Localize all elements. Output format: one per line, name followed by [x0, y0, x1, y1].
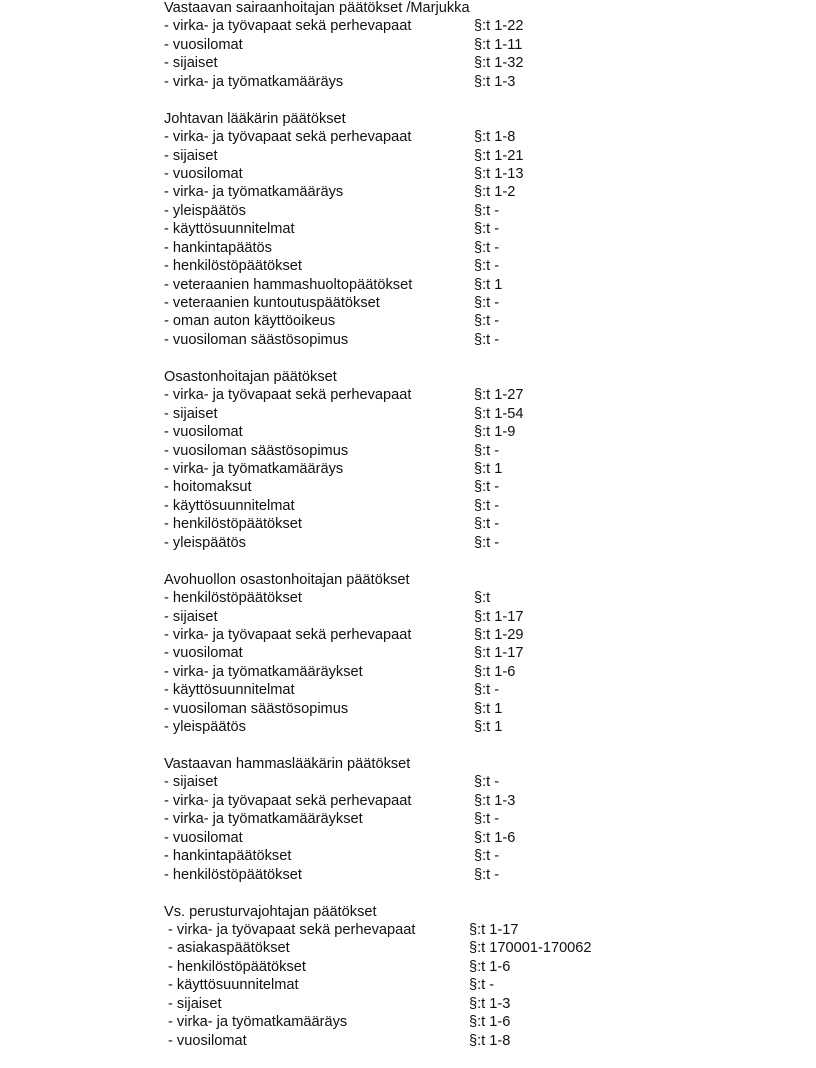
decision-row — [164, 608, 524, 626]
section-range: §:t 1-29 — [474, 626, 524, 643]
section-range: §:t 1 — [474, 719, 503, 736]
decision-row — [164, 810, 500, 828]
section-range: §:t - — [474, 866, 500, 883]
section-range: §:t — [474, 590, 491, 607]
decision-row — [164, 773, 500, 791]
decision-row — [164, 423, 516, 441]
section-range: §:t 1-11 — [474, 36, 523, 53]
section-range: §:t - — [474, 295, 500, 312]
decision-list-document — [164, 0, 592, 1068]
decision-row — [164, 147, 524, 165]
section-range: §:t 1-6 — [474, 663, 516, 680]
decision-type: - käyttösuunnitelmat — [164, 497, 295, 514]
section-range: §:t 1-27 — [474, 387, 524, 404]
decision-type: - virka- ja työmatkamääräykset — [164, 663, 363, 680]
section-range: §:t - — [474, 331, 500, 348]
decision-type: - virka- ja työmatkamääräys — [164, 73, 344, 90]
decision-type: - käyttösuunnitelmat — [164, 221, 295, 238]
section-range: §:t - — [474, 811, 500, 828]
decision-row — [164, 921, 519, 939]
decision-row — [164, 36, 523, 54]
decision-type: - vuosilomat — [164, 829, 243, 846]
decision-type: - käyttösuunnitelmat — [164, 682, 295, 699]
decision-row — [164, 995, 511, 1013]
decision-section — [164, 903, 592, 1051]
decision-type: - virka- ja työmatkamääräys — [168, 1014, 348, 1031]
decision-row — [164, 73, 516, 91]
section-range: §:t 1-32 — [474, 55, 524, 72]
decision-row — [164, 276, 503, 294]
section-range: §:t - — [474, 239, 500, 256]
section-title: Avohuollon osastonhoitajan päätökset — [164, 571, 410, 588]
section-range: §:t - — [474, 202, 500, 219]
section-range: §:t 1 — [474, 700, 503, 717]
decision-type: - henkilöstöpäätökset — [164, 866, 302, 883]
section-range: §:t 1-8 — [474, 129, 516, 146]
decision-type: - virka- ja työmatkamääräys — [164, 184, 344, 201]
section-range: §:t - — [474, 479, 500, 496]
decision-row — [164, 515, 500, 533]
decision-row — [164, 165, 524, 183]
section-range: §:t - — [474, 313, 500, 330]
section-range: §:t 1-6 — [469, 1014, 511, 1031]
decision-row — [164, 405, 524, 423]
section-range: §:t 1-17 — [474, 645, 524, 662]
section-range: §:t - — [474, 516, 500, 533]
decision-row — [164, 829, 516, 847]
section-title: Johtavan lääkärin päätökset — [164, 110, 346, 127]
section-range: §:t 1-13 — [474, 165, 524, 182]
decision-type: - henkilöstöpäätökset — [168, 958, 306, 975]
decision-row — [164, 866, 500, 884]
section-range: §:t 1-17 — [469, 921, 519, 938]
decision-row — [164, 1032, 511, 1050]
decision-row — [164, 202, 500, 220]
section-range: §:t 1-3 — [474, 792, 516, 809]
section-range: §:t 1-21 — [474, 147, 524, 164]
decision-type: - vuosiloman säästösopimus — [164, 442, 349, 459]
decision-row — [164, 331, 500, 349]
section-range: §:t 1 — [474, 276, 503, 293]
decision-row — [164, 1013, 511, 1031]
decision-type: - yleispäätös — [164, 534, 246, 551]
decision-row — [164, 700, 503, 718]
decision-type: - virka- ja työvapaat sekä perhevapaat — [164, 129, 412, 146]
decision-type: - vuosilomat — [164, 36, 243, 53]
decision-type: - hoitomaksut — [164, 479, 252, 496]
decision-type: - vuosilomat — [164, 645, 243, 662]
decision-type: - yleispäätös — [164, 719, 246, 736]
decision-type: - virka- ja työvapaat sekä perhevapaat — [164, 626, 412, 643]
decision-row — [164, 183, 516, 201]
decision-type: - virka- ja työvapaat sekä perhevapaat — [164, 18, 412, 35]
section-range: §:t 1-22 — [474, 18, 524, 35]
decision-type: - hankintapäätös — [164, 239, 272, 256]
decision-type: - sijaiset — [164, 147, 218, 164]
decision-type: - sijaiset — [168, 995, 222, 1012]
section-title: Vastaavan sairaanhoitajan päätökset /Marjukka — [164, 0, 470, 16]
section-range: §:t 1 — [474, 460, 503, 477]
section-range: §:t 1-3 — [474, 73, 516, 90]
decision-row — [164, 644, 524, 662]
section-range: §:t 1-54 — [474, 405, 524, 422]
decision-type: - henkilöstöpäätökset — [164, 258, 302, 275]
decision-row — [164, 939, 592, 957]
decision-type: - sijaiset — [164, 608, 218, 625]
section-range: §:t 1-2 — [474, 184, 516, 201]
decision-row — [164, 220, 500, 238]
decision-type: - virka- ja työvapaat sekä perhevapaat — [164, 387, 412, 404]
decision-row — [164, 626, 524, 644]
decision-row — [164, 663, 516, 681]
section-range: §:t - — [474, 258, 500, 275]
decision-type: - käyttösuunnitelmat — [168, 977, 299, 994]
section-range: §:t 170001-170062 — [469, 940, 592, 957]
decision-row — [164, 54, 524, 72]
decision-row — [164, 239, 500, 257]
decision-row — [164, 460, 503, 478]
section-range: §:t 1-6 — [469, 958, 511, 975]
decision-section — [164, 0, 524, 91]
section-range: §:t 1-17 — [474, 608, 524, 625]
decision-type: - yleispäätös — [164, 202, 246, 219]
decision-row — [164, 478, 500, 496]
section-range: §:t - — [469, 977, 495, 994]
section-title: Osastonhoitajan päätökset — [164, 368, 337, 385]
section-range: §:t 1-3 — [469, 995, 511, 1012]
decision-type: - virka- ja työvapaat sekä perhevapaat — [168, 921, 416, 938]
decision-type: - virka- ja työvapaat sekä perhevapaat — [164, 792, 412, 809]
decision-type: - sijaiset — [164, 774, 218, 791]
decision-row — [164, 257, 500, 275]
decision-row — [164, 534, 500, 552]
decision-type: - asiakaspäätökset — [168, 940, 290, 957]
decision-type: - virka- ja työmatkamääräys — [164, 460, 344, 477]
decision-type: - vuosiloman säästösopimus — [164, 331, 349, 348]
decision-type: - vuosilomat — [164, 165, 243, 182]
decision-row — [164, 718, 503, 736]
section-range: §:t - — [474, 221, 500, 238]
decision-type: - virka- ja työmatkamääräykset — [164, 811, 363, 828]
decision-row — [164, 847, 500, 865]
section-range: §:t - — [474, 497, 500, 514]
decision-row — [164, 589, 491, 607]
decision-row — [164, 294, 500, 312]
section-range: §:t 1-9 — [474, 424, 516, 441]
section-title: Vastaavan hammaslääkärin päätökset — [164, 756, 411, 772]
decision-type: - vuosilomat — [168, 1032, 247, 1049]
decision-type: - hankintapäätökset — [164, 848, 292, 865]
decision-row — [164, 312, 500, 330]
decision-row — [164, 128, 516, 146]
decision-type: - sijaiset — [164, 55, 218, 72]
decision-type: - oman auton käyttöoikeus — [164, 313, 336, 330]
section-range: §:t 1-8 — [469, 1032, 511, 1049]
decision-type: - henkilöstöpäätökset — [164, 516, 302, 533]
decision-row — [164, 497, 500, 515]
decision-type: - veteraanien hammashuoltopäätökset — [164, 276, 413, 293]
decision-row — [164, 681, 500, 699]
section-title: Vs. perusturvajohtajan päätökset — [164, 903, 377, 920]
decision-section — [164, 571, 524, 737]
decision-row — [164, 976, 495, 994]
section-range: §:t - — [474, 848, 500, 865]
section-range: §:t - — [474, 682, 500, 699]
decision-row — [164, 17, 524, 35]
section-range: §:t 1-6 — [474, 829, 516, 846]
decision-section — [164, 755, 516, 884]
decision-type: - vuosilomat — [164, 424, 243, 441]
decision-type: - veteraanien kuntoutuspäätökset — [164, 295, 380, 312]
decision-row — [164, 792, 516, 810]
decision-row — [164, 386, 524, 404]
decision-type: - henkilöstöpäätökset — [164, 590, 302, 607]
decision-row — [164, 958, 511, 976]
section-range: §:t - — [474, 442, 500, 459]
decision-type: - sijaiset — [164, 405, 218, 422]
decision-type: - vuosiloman säästösopimus — [164, 700, 349, 717]
section-range: §:t - — [474, 774, 500, 791]
section-range: §:t - — [474, 534, 500, 551]
decision-section — [164, 368, 524, 552]
decision-row — [164, 442, 500, 460]
decision-section — [164, 110, 524, 350]
